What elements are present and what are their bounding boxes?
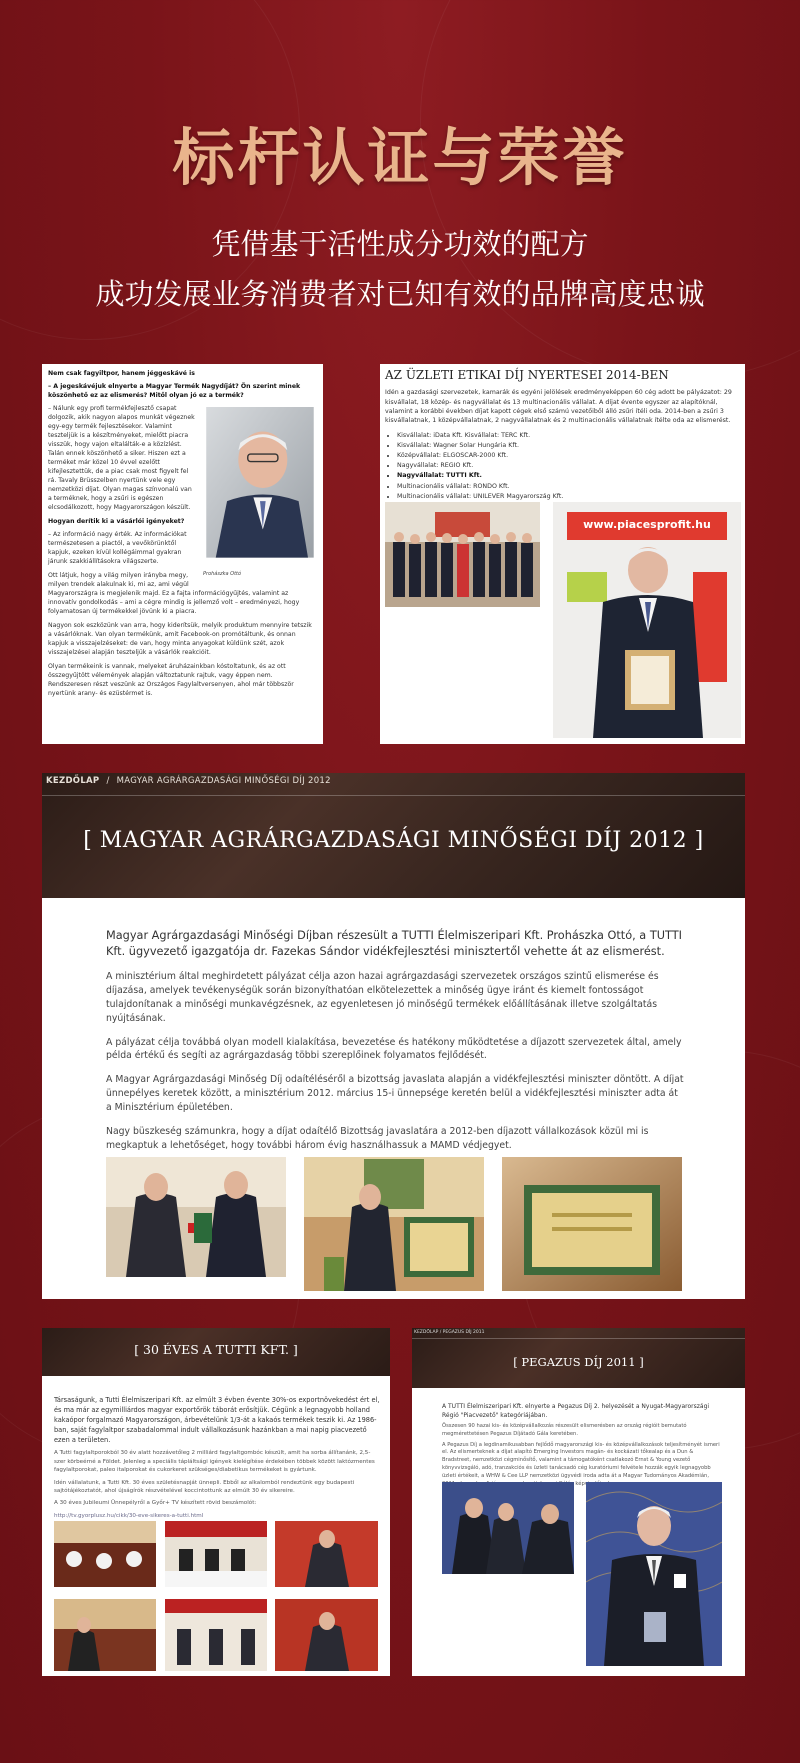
event-photo [275,1599,378,1671]
list-item: • Nagyvállalat: TUTTI Kft. [397,471,740,480]
article-paragraph: Nagy büszkeség számunkra, hogy a díjat odaítélő Bizottság javaslatára a 2012-ben díjazott vállalkozások közül mi is megkaptuk a lehetőséget, hogy további három évig használhassuk a MAMD védjegyet. [106,1126,649,1152]
list-item: • Nagyvállalat: REGIO Kft. [397,461,740,470]
title-band [42,773,745,898]
award-handover-photo [442,1482,574,1574]
article-body [442,1402,722,1491]
article-body [106,928,686,1163]
article-lead: A TUTTI Élelmiszeripari Kft. elnyerte a Pegazus Díj 2. helyezését a Nyugat-Magyarországi Régió "Piacvezető" kategóriájában. [442,1403,710,1419]
interview-card [42,364,323,744]
article-paragraph: A 30 éves Jubileumi Ünnepélyről a Győr+ TV készített rövid beszámolót: [54,1500,257,1507]
divider [42,795,745,796]
breadcrumb-home[interactable]: KEZDŐLAP [46,776,100,786]
anniversary-card [42,1328,390,1676]
portrait-photo [203,407,317,577]
pegasus-card [412,1328,745,1676]
interview-question-1: – A jegeskávéjuk elnyerte a Magyar Termék Nagydíját? Ön szerint minek köszönhető ez az elismerés? Mitől olyan jó ez a termék? [48,382,301,399]
event-photo [54,1521,156,1587]
event-photo [165,1521,267,1587]
winners-list [397,431,740,501]
page-title: [ MAGYAR AGRÁRGAZDASÁGI MINŐSÉGI DÍJ 2012 ] [83,828,704,853]
hero-subtitle-2: 成功发展业务消费者对已知有效的品牌高度忠诚 [95,277,705,311]
list-item: • Multinacionális vállalat: UNILEVER Magyarország Kft. [397,492,740,501]
list-item: • Középvállalat: ELGOSCAR-2000 Kft. [397,451,740,460]
ceremony-photo-certificate [304,1157,484,1291]
list-item: • Multinacionális vállalat: RONDO Kft. [397,482,740,491]
article-lead: Társaságunk, a Tutti Élelmiszeripari Kft. az elmúlt 3 évben évente 30%-os exportnövekedést ért el, és ma már az egymilliárdos magyar exportőrök táborát erősítjük. Cégünk a legnagyobb holland kakaópor forgalmazó Magyarországon, árbevételünk 1/3-át a kakaós termékek teszik ki. Az 1986-ban, saját fagylaltpor szabadalommal indult vállalkozásunk hazánkban a mai napig piacvezető ezen a területen. [54,1396,380,1444]
breadcrumb-separator: / [106,776,110,786]
video-link[interactable]: http://tv.gyorplusz.hu/cikk/30-eve-sikeres-a-tutti.html [54,1512,204,1519]
quality-award-card [42,773,745,1299]
breadcrumb [46,776,331,786]
section-title: [ 30 ÉVES A TUTTI KFT. ] [134,1342,298,1357]
article-body [54,1396,380,1524]
article-lead: Magyar Agrárgazdasági Minőségi Díjban részesült a TUTTI Élelmiszeripari Kft. Prohászka Ottó, a TUTTI Kft. ügyvezető igazgatója dr. Fazekas Sándor vidékfejlesztési minisztertől vehette át az elismerést. [106,929,682,959]
title-band [42,1328,390,1376]
group-photo [385,502,540,607]
photo-caption: Prohászka Ottó [203,570,242,577]
ethics-award-card [380,364,745,744]
interview-paragraph: Ott látjuk, hogy a világ milyen irányba megy, milyen trendek alakulnak ki, mi az, ami végül Magyarországra is megjelenik majd. Ez a fajta információgyűjtés, valamint az innovatív gondolkodás – ami a cégre mindig is jellemző volt – eredményezi, hogy folyamatosan új termékekkel jövünk ki a piacra. [48,571,300,615]
interview-question-2: Hogyan derítik ki a vásárlói igényeket? [48,517,185,525]
list-item: • Kisvállalat: iData Kft. Kisvállalat: TERC Kft. [397,431,740,440]
article-paragraph: A Magyar Agrárgazdasági Minőség Díj odaítéléséről a bizottság javaslata alapján a vidékfejlesztési miniszter döntött. A díjat ünnepélyes keretek között, a minisztérium 2012. március 15-i ünnepsége keretén belül a vidékfejlesztési miniszter adta át a Minisztérium épületében. [106,1074,684,1114]
award-winner-photo [586,1482,722,1666]
article-paragraph: A Tutti fagylaltporokból 30 év alatt hozzávetőleg 2 milliárd fagylaltgombóc készült, amit ha sorba állítanánk, 2,5-szer körbeérné a Földet. Jelenleg a speciális tápláltsági igények kielégítése érdekében többek között laktózmentes fagylaltporokat, paleo italporokat és cukorkeret szükséges/diabetikus termékeket is gyártunk. [54,1450,375,1474]
event-photo [54,1599,156,1671]
list-item: • Kisvállalat: Wagner Solar Hungária Kft. [397,441,740,450]
event-photo [165,1599,267,1671]
article-paragraph: A minisztérium által meghirdetett pályázat célja azon hazai agrárgazdasági szervezetek országos szintű elismerése és díjazása, amelyek tevékenységük során bizonyíthatóan elkötelezettek a minőség ügye iránt és kiemelt fontosságot tulajdonítanak a minőségi munkavégzésnek, az egyenletesen jó minőségű termékek előállításának illetve szolgáltatás nyújtásának. [106,970,659,1024]
ceremony-photo-handshake [106,1157,286,1277]
certificate-photo [502,1157,682,1291]
award-photo [553,502,741,738]
title-band [412,1328,745,1388]
article-paragraph: Összesen 90 hazai kis- és középvállalkozás részesült elismerésben az ország régióit bemutató megmérettetésen Pegazus Díjátadó Gála keretében. [442,1423,687,1437]
ethics-award-intro: Idén a gazdasági szervezetek, kamarák és egyéni jelölések eredményeképpen 60 cég adott be pályázatot: 29 kisvállalat, 18 közép- és nagyvállalat és 13 multinacionális vállalat. A díjat évente egyszer az alapítóknál, valamint a korábbi években díjat kapott cégek első számú vezetőiből álló zsűri ítéli oda. 2014-ben a zsűri 3 kisvállalatnak, 1 középvállalatnak, 2 nagyvállalatnak és 2 multinacionális vállalatnak ítélte oda az elismerést. [385,389,732,424]
event-photo [275,1521,378,1587]
banner-text: www.piacesprofit.hu [583,518,711,531]
interview-paragraph: Nagyon sok eszközünk van arra, hogy kiderítsük, melyik produktum mennyire tetszik a vásárlóknak. Van olyan termékünk, amit Facebook-on promótáltunk, és onnan kapjuk a visszajelzéseket: de van, hogy minta anyagokat küldünk szét, azok visszajelzései alapján teszteljük a vásárlók reakcióit. [48,621,312,656]
breadcrumb[interactable]: KEZDŐLAP / PEGAZUS DÍJ 2011 [414,1330,485,1335]
interview-answer-1: – Nálunk egy profi termékfejlesztő csapat dolgozik, akik nagyon alapos munkát végeznek egy-egy termék fejlesztésekor. Valamint teszteljük is a készítményeket, mielőtt piacra visszük, hogy vajon eltalálták-e a közízlést. Talán ennek köszönhető a siker. Hiszen ezt a terméket már közel 10 évvel ezelőtt kifejlesztettük, de a piac csak most figyelt fel rá. Tavaly Brüsszelben nyertünk vele egy nemzetközi díjat. Olyan magas színvonalú van a terméknek, hogy a zsűri is egészen elcsodálkozott, hogy Magyarországon készült. [48,404,195,511]
ethics-award-title: AZ ÜZLETI ETIKAI DÍJ NYERTESEI 2014-BEN [385,368,669,382]
interview-answer-2: – Az információ nagy érték. Az információkat természetesen a piactól, a vevőkörünktől kapjuk, ezeken kívül kollégáimmal gyakran járunk szakkiállításokra világszerte. [48,530,187,565]
divider [412,1338,745,1339]
interview-paragraph: Olyan termékeink is vannak, melyeket áruházainkban kóstoltatunk, és az ott összegyűjtött vélemények alapján változtatunk rajtuk, vagy éppen nem. Rendszeresen részt veszünk az Országos Fagylaltversenyen, ahol már többször nyertünk arany- és ezüstérmet is. [48,662,294,697]
hero-subtitle-1: 凭借基于活性成分功效的配方 [211,227,589,261]
interview-heading: Nem csak fagyiltpor, hanem jéggeskávé is [48,370,195,377]
article-paragraph: A Pegazus Díj a legdinamikusabban fejlődő magyarországi kis- és középvállalkozások teljesítményét ismeri el. Az elismerteknek a díjat alapító Emerging Investors magán- és kockázati tőkealap és a Dun & Bradstreet, nemzetközi cégminősítő, valamint a támogatóként csatlakozó Ernst & Young vezető könyvvizsgáló, adó, tranzakciós és üzleti tanácsadó cég kuratóriumi felvétele hozzák egyik legnagyobb üzleti értékeit, a WHW & Cee LLP nemzetközi ügyvédi iroda adta át a Magyar Tudományos Akadémián, [442,1441,720,1479]
section-title: [ PEGAZUS DÍJ 2011 ] [513,1355,644,1369]
breadcrumb-current: MAGYAR AGRÁRGAZDASÁGI MINŐSÉGI DÍJ 2012 [116,776,331,786]
article-paragraph: Idén vállalatunk, a Tutti Kft. 30 éves születésnapját ünnepli. Ebből az alkalomból rendeztünk egy budapesti sajtótájékoztatót, ahol újságírók részvételével koccintottunk az elmúlt 30 év sikereire. [54,1479,355,1495]
hero-title: 标杆认证与荣誉 [172,121,628,194]
article-paragraph: A pályázat célja továbbá olyan modell kialakítása, bevezetése és hatékony működtetése a díjazott szervezetek által, amely példa értékű és segíti az agrárgazdaság többi szereplőinek folyamatos fejlődését. [106,1036,682,1062]
